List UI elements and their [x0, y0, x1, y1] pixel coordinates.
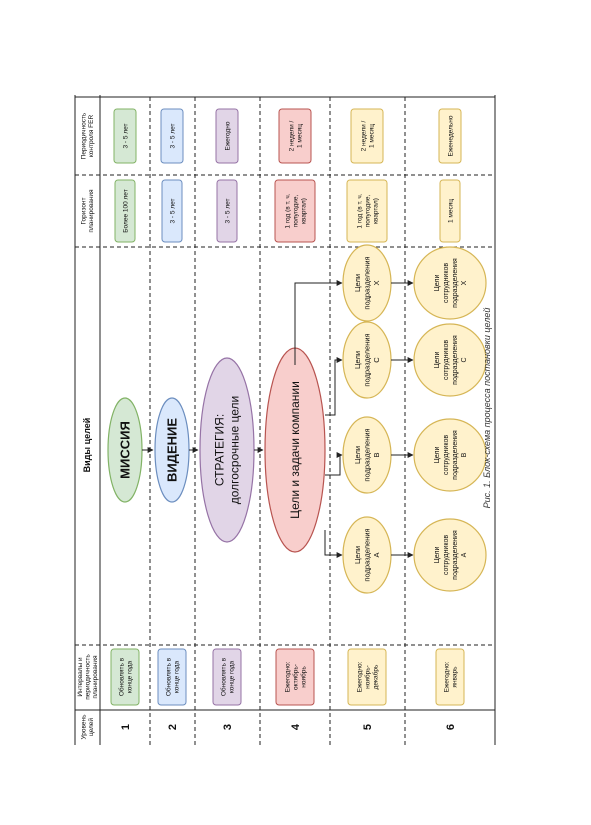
- interval-text-2: Обновлять вконце года: [165, 657, 181, 697]
- department-goal-label: ЦелиподразделенияВ: [353, 428, 382, 482]
- employee-goal-label: Цели сотрудников подразделения В: [433, 430, 468, 480]
- header-level: Уровеньцелей: [80, 714, 96, 740]
- control-text-6: Еженедельно: [447, 115, 455, 157]
- row-number-2: 2: [166, 723, 179, 731]
- control-text-1: 3 - 5 лет: [122, 123, 130, 149]
- interval-text-1: Обновлять вконце года: [118, 657, 134, 697]
- horizon-text-6: 1 месяц: [447, 199, 455, 223]
- connector-company-dept-b: [325, 455, 342, 475]
- connector-company-dept-c: [325, 360, 342, 415]
- header-goal-types: Виды целей: [82, 417, 93, 473]
- employee-goal-label: Цели сотрудников подразделения А: [433, 530, 468, 580]
- header-intervals: Интервалы ипериодичностьпланирования: [76, 654, 99, 700]
- mission-label: МИССИЯ: [117, 421, 133, 479]
- row-number-1: 1: [119, 723, 132, 731]
- employee-goal-ellipse: [414, 324, 486, 396]
- row-number-4: 4: [289, 723, 302, 731]
- employee-goal-label: Цели сотрудников подразделения Х: [433, 258, 468, 308]
- connector-company-dept-a: [325, 530, 342, 555]
- header-periodicity: Периодичностьконтроля FER: [80, 112, 96, 160]
- department-goal-label: ЦелиподразделенияХ: [353, 256, 382, 310]
- horizon-text-5: 1 год (в т. ч.полугодие,квартал): [356, 193, 380, 229]
- interval-text-4: Ежегодно:октябрь-ноябрь: [284, 661, 308, 693]
- employee-goal-ellipse: [414, 247, 486, 319]
- employee-goal-ellipse: [414, 419, 486, 491]
- control-text-2: 3 - 5 лет: [169, 123, 177, 149]
- figure-caption: Рис. 1. Блок-схема процесса постановки целей: [482, 307, 492, 509]
- row-number-6: 6: [444, 723, 457, 731]
- row-number-5: 5: [361, 723, 374, 731]
- interval-text-3: Обновлять вконце года: [220, 657, 236, 697]
- control-text-5: 2 недели /1 месяц: [360, 120, 376, 152]
- row-number-3: 3: [221, 723, 234, 731]
- department-goal-label: ЦелиподразделенияА: [353, 528, 382, 582]
- employee-goal-label: Цели сотрудников подразделения С: [433, 335, 468, 385]
- strategy-label: СТРАТЕГИЯ:долгосрочные цели: [212, 395, 242, 505]
- interval-text-5: Ежегодно:ноябрь-декабрь: [356, 661, 380, 693]
- header-horizon: Горизонтпланирования: [80, 189, 96, 233]
- interval-text-6: Ежегодно:январь: [443, 661, 459, 693]
- vision-label: ВИДЕНИЕ: [164, 417, 180, 483]
- horizon-text-3: 3 - 5 лет: [224, 198, 232, 224]
- company-goals-label: Цели и задачи компании: [288, 381, 303, 519]
- department-goal-label: ЦелиподразделенияС: [353, 333, 382, 387]
- horizon-text-2: 3 - 5 лет: [169, 198, 177, 224]
- horizon-text-4: 1 год (в т. ч.полугодие,квартал): [284, 193, 308, 229]
- control-text-3: Ежегодно: [224, 121, 232, 151]
- employee-goal-ellipse: [414, 519, 486, 591]
- control-text-4: 2 недели /1 месяц: [288, 120, 304, 152]
- horizon-text-1: Более 100 лет: [122, 189, 130, 233]
